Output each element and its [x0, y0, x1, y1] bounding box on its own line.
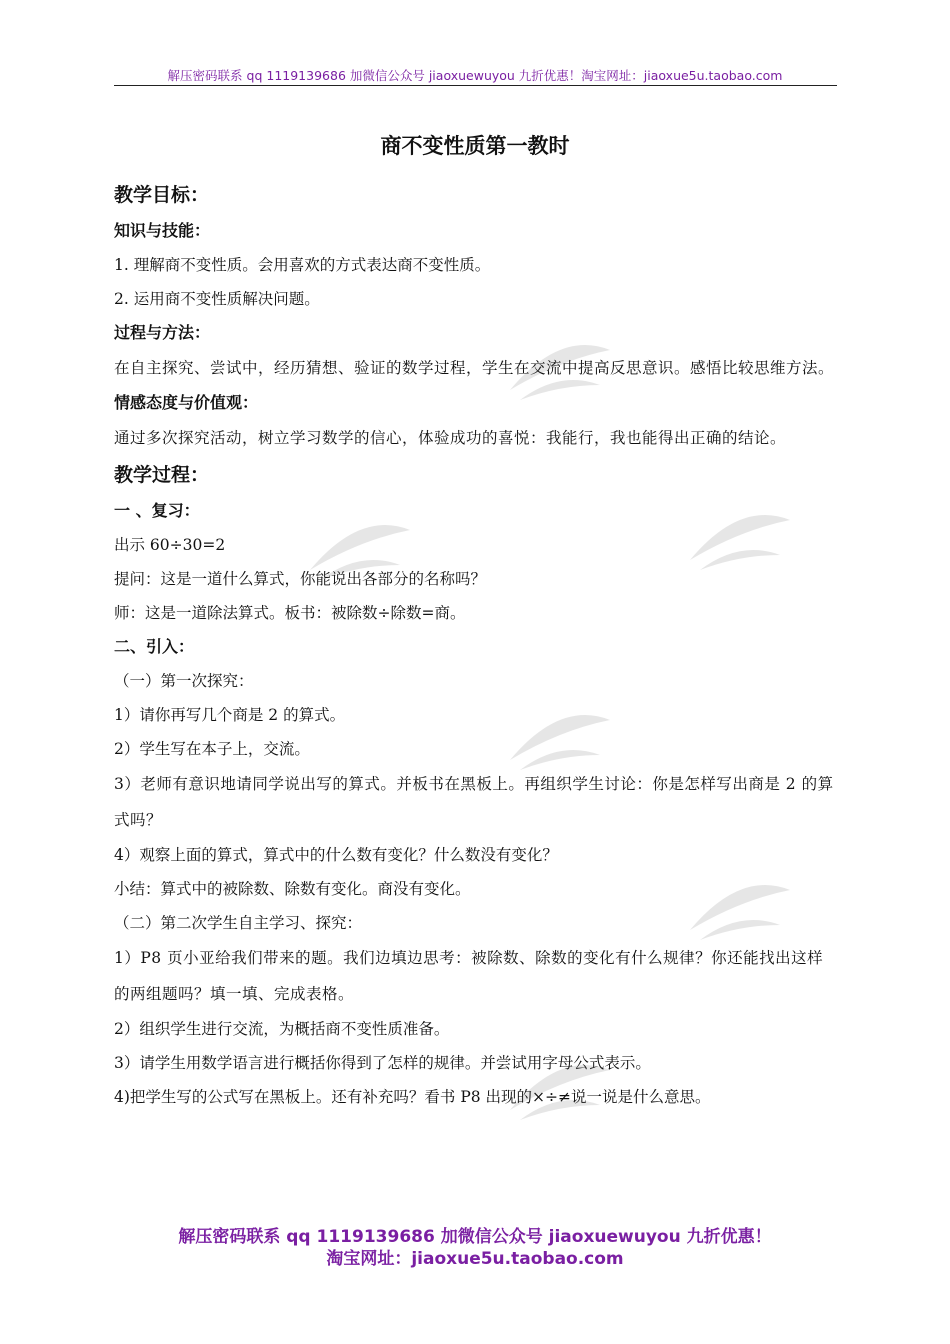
explore2-item-2: 2）组织学生进行交流，为概括商不变性质准备。	[114, 1020, 450, 1038]
header-rule	[114, 85, 837, 86]
footer-line-2: 淘宝网址：jiaoxue5u.taobao.com	[326, 1249, 624, 1269]
review-item-1: 出示 60÷30=2	[114, 536, 226, 554]
footer-line-1: 解压密码联系 qq 1119139686 加微信公众号 jiaoxuewuyou 九折优惠！	[178, 1227, 772, 1247]
explore2-item-4: 4)把学生写的公式写在黑板上。还有补充吗？看书 P8 出现的×÷≠说一说是什么意思。	[114, 1088, 711, 1106]
explore1-summary: 小结：算式中的被除数、除数有变化。商没有变化。	[114, 880, 471, 898]
emotion-text: 通过多次探究活动，树立学习数学的信心，体验成功的喜悦：我能行，我也能得出正确的结论。	[114, 429, 787, 447]
explore1-heading: （一）第一次探究：	[114, 672, 254, 690]
explore1-item-2: 2）学生写在本子上，交流。	[114, 740, 310, 758]
explore1-item-1: 1）请你再写几个商是 2 的算式。	[114, 706, 346, 724]
explore2-heading: （二）第二次学生自主学习、探究：	[114, 914, 363, 932]
knowledge-item-2: 2. 运用商不变性质解决问题。	[114, 290, 320, 308]
emotion-heading: 情感态度与价值观：	[114, 393, 259, 412]
explore1-item-3: 3）老师有意识地请同学说出写的算式。并板书在黑板上。再组织学生讨论：你是怎样写出商是 2 的算式吗？	[114, 775, 834, 829]
knowledge-heading: 知识与技能：	[114, 221, 211, 240]
process-text: 在自主探究、尝试中，经历猜想、验证的数学过程，学生在交流中提高反思意识。感悟比较思维方法。	[114, 359, 835, 377]
explore2-item-3: 3）请学生用数学语言进行概括你得到了怎样的规律。并尝试用字母公式表示。	[114, 1054, 651, 1072]
knowledge-item-1: 1. 理解商不变性质。会用喜欢的方式表达商不变性质。	[114, 256, 491, 274]
document-title: 商不变性质第一教时	[380, 134, 570, 158]
explore2-item-1: 1）P8 页小亚给我们带来的题。我们边填边思考：被除数、除数的变化有什么规律？你还能找出这样的两组题吗？填一填、完成表格。	[114, 949, 824, 1003]
section-goals-heading: 教学目标：	[114, 184, 210, 206]
process-heading: 过程与方法：	[114, 323, 211, 342]
review-item-3: 师：这是一道除法算式。板书：被除数÷除数=商。	[114, 604, 466, 622]
review-heading: 一 、复习：	[114, 501, 200, 520]
review-item-2: 提问：这是一道什么算式，你能说出各部分的名称吗？	[114, 570, 487, 588]
document-body	[114, 176, 839, 1114]
header-text: 解压密码联系 qq 1119139686 加微信公众号 jiaoxuewuyou 九折优惠！淘宝网址：jiaoxue5u.taobao.com	[167, 68, 783, 83]
intro-heading: 二、引入：	[114, 637, 195, 656]
explore1-item-4: 4）观察上面的算式，算式中的什么数有变化？什么数没有变化？	[114, 846, 558, 864]
section-process-heading: 教学过程：	[114, 464, 210, 486]
